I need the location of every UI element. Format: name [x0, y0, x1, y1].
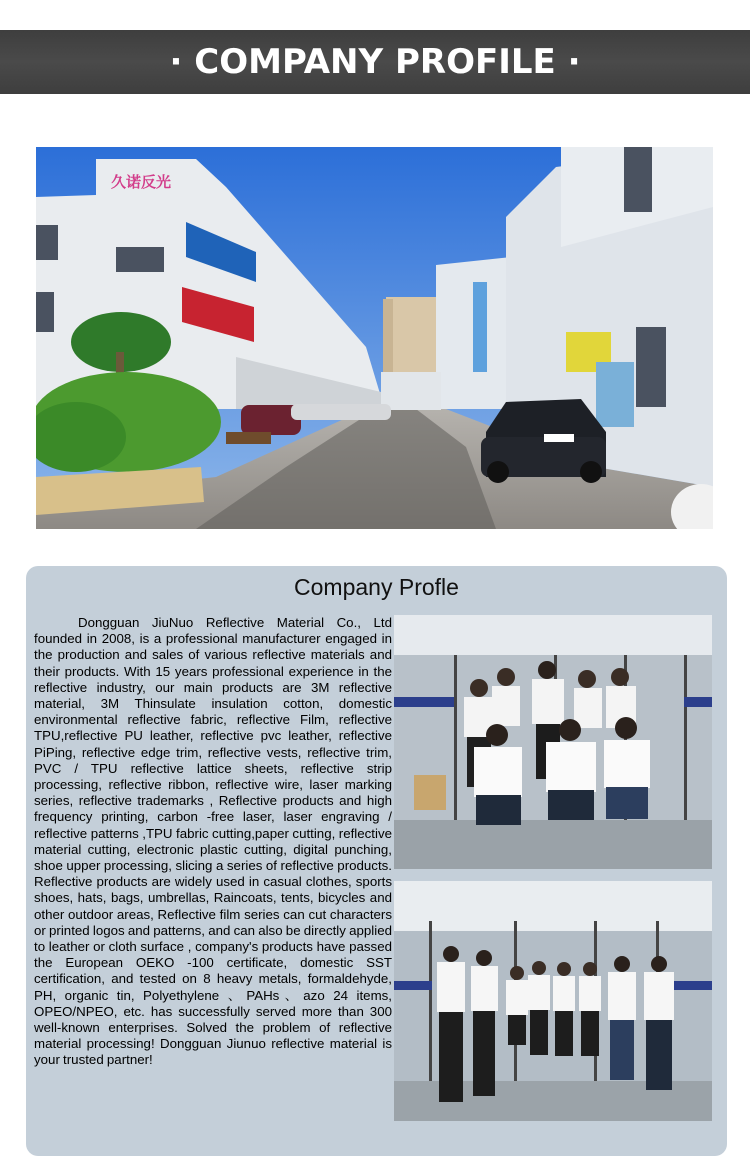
profile-heading: Company Profle	[294, 574, 459, 600]
title-banner	[0, 30, 750, 94]
banner-title: · COMPANY PROFILE ·	[169, 42, 581, 82]
factory-photo	[36, 147, 713, 529]
team-photo-seated	[394, 615, 712, 869]
team-photo-standing	[394, 881, 712, 1121]
factory-sign: 久诺反光	[111, 173, 172, 191]
profile-body: Dongguan JiuNuo Reflective Material Co., Ltd founded in 2008, is a professional manufacturer engaged in the production and sales of various reflective materials and their products. With 15 years professional experience in the reflective industry, our main products are 3M reflective material, 3M Thinsulate insulation cotton, domestic environmental reflective fabric, reflective Film, reflective TPU,reflective PU leather, reflective pvc leather, reflective PiPing, reflective edge trim, reflective vests, reflective trim, PVC / TPU reflective lattice sheets, reflective strip processing, reflective ribbon, reflective wire, laser marking series, reflective trademarks , Reflective products and high frequency printing, carbon -free laser, laser engraving / reflective patterns ,TPU fabric cutting,paper cutting, reflective material cutting, electronic plastic cutting, digital punching, shoe upper processing, slicing a series of reflective products. Reflective products are widely used in casual clothes, sports shoes, hats, bags, umbrellas, Raincoats, tents, bicycles and other outdoor areas, Reflective film series can cut characters or printed logos and patterns, and can also be directly applied to leather or cloth surface , company's products have passed the European OEKO -100 certificate, domestic SST certification, and tested on 8 heavy metals, formaldehyde, PH, organic tin, Polyethylene 、PAHs、azo 24 items, OPEO/NPEO, etc. has successfully served more than 300 well-known enterprises. Solved the problem of reflective material processing! Dongguan Jiunuo reflective material is your trusted partner!	[34, 615, 392, 1068]
